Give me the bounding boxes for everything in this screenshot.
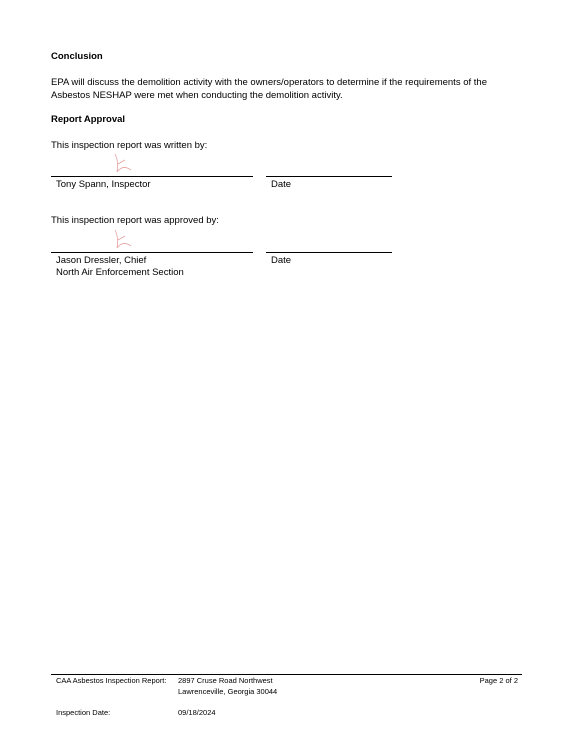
footer-inspection-date-value: 09/18/2024 xyxy=(178,708,216,717)
conclusion-line-2: Asbestos NESHAP were met when conducting the demolition activity. xyxy=(51,90,343,101)
written-by-text: This inspection report was written by: xyxy=(51,140,208,151)
approver-section: North Air Enforcement Section xyxy=(56,267,184,278)
signature-field-icon xyxy=(109,150,135,176)
conclusion-heading: Conclusion xyxy=(51,51,103,62)
footer-rule xyxy=(51,674,522,675)
signature-field-icon xyxy=(109,226,135,252)
footer-page-number: Page 2 of 2 xyxy=(479,676,518,685)
footer-address-line-1: 2897 Cruse Road Northwest xyxy=(178,676,273,685)
approver-date-label: Date xyxy=(271,255,292,266)
writer-name: Tony Spann, Inspector xyxy=(56,179,151,190)
approver-date-line xyxy=(266,252,392,253)
conclusion-line-1: EPA will discuss the demolition activity with the owners/operators to determine if the requirements of the xyxy=(51,77,487,88)
footer-report-label: CAA Asbestos Inspection Report: xyxy=(56,676,167,685)
writer-date-line xyxy=(266,176,392,177)
approver-name: Jason Dressler, Chief xyxy=(56,255,147,266)
writer-signature-line xyxy=(51,176,253,177)
footer-address-line-2: Lawrenceville, Georgia 30044 xyxy=(178,687,278,696)
approver-signature-line xyxy=(51,252,253,253)
writer-date-label: Date xyxy=(271,179,292,190)
footer-inspection-date-label: Inspection Date: xyxy=(56,708,111,717)
report-approval-heading: Report Approval xyxy=(51,114,126,125)
approved-by-text: This inspection report was approved by: xyxy=(51,215,219,226)
